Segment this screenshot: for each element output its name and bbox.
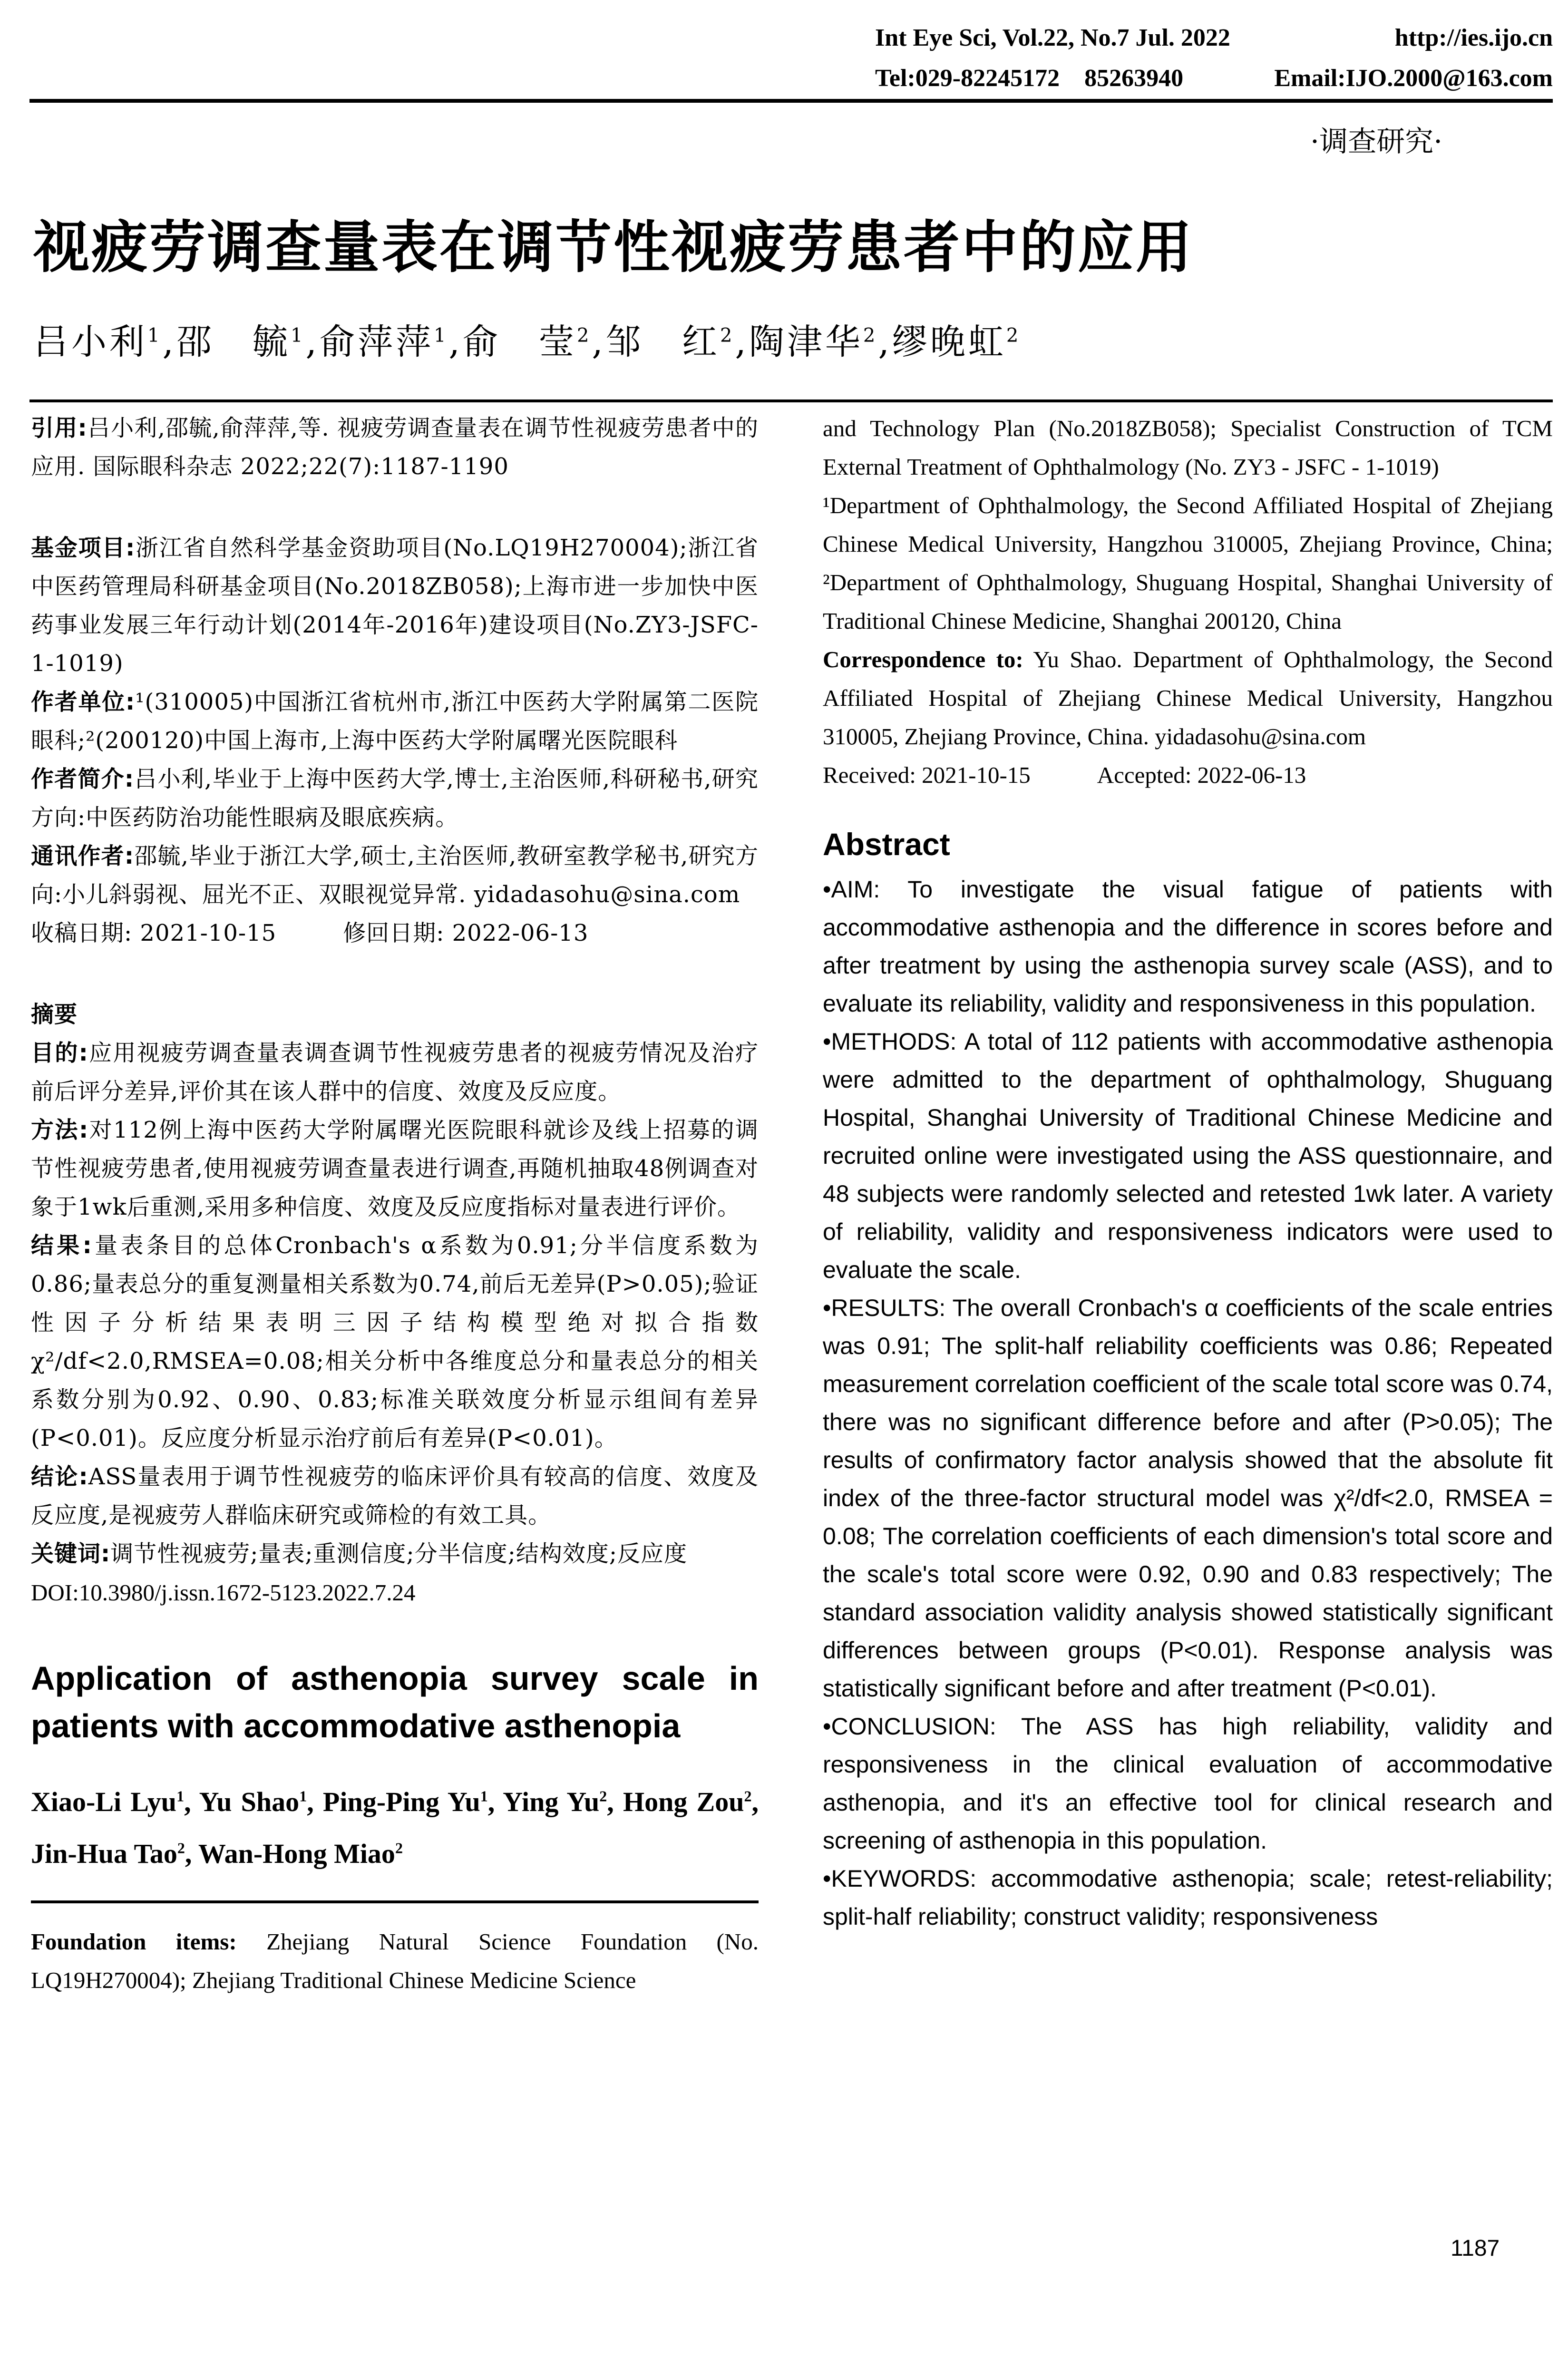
left-column [31,409,759,1999]
affiliation-marker: 1 [480,1788,488,1805]
fund [31,529,759,683]
affiliation-marker: 2 [863,324,878,347]
keywords-cn [31,1535,759,1573]
affiliation-marker: 1 [176,1788,185,1805]
abstract-heading-en: Abstract [823,827,950,862]
results-cn [31,1227,759,1458]
keywords-text-en: accommodative asthenopia; scale; retest-reliability; split-half reliability; construct validity; responsiveness [823,1865,1553,1930]
dates-cn [31,914,759,953]
citation-text: 吕小利,邵毓,俞萍萍,等. 视疲劳调查量表在调节性视疲劳患者中的应用. 国际眼科杂志 2022;22(7):1187-1190 [31,415,759,480]
affiliation-marker: 1 [147,324,163,347]
received-cn: 收稿日期: 2021-10-15 [31,920,277,946]
bio [31,760,759,837]
conclusion-cn [31,1458,759,1535]
foundation-rule [31,1900,759,1903]
methods-label-en: •METHODS: [823,1028,957,1055]
methods-text-cn: 对112例上海中医药大学附属曙光医院眼科就诊及线上招募的调节性视疲劳患者,使用视疲劳调查量表进行调查,再随机抽取48例调查对象于1wk后重测,采用多种信度、效度及反应度指标对量表进行评价。 [31,1117,759,1220]
conclusion-en [823,1707,1553,1860]
journal-email[interactable]: Email:IJO.2000@163.com [1274,65,1553,92]
aim-label-cn: 目的: [31,1040,88,1066]
keywords-label-cn: 关键词: [31,1540,111,1567]
journal-url[interactable]: http://ies.ijo.cn [1394,24,1553,51]
author: 邵 毓$^1$ [176,321,306,362]
corr-text: 邵毓,毕业于浙江大学,硕士,主治医师,教研室教学秘书,研究方向:小儿斜弱视、屈光不正、双眼视觉异常. yidadasohu@sina.com [31,843,759,908]
abstract-heading-cn: 摘要 [31,1001,78,1028]
conclusion-text-en: The ASS has high reliability, validity and responsiveness in the clinical evaluation of accommodative asthenopia, and it's an effective tool for clinical research and screening of asthenopia in this population. [823,1713,1553,1854]
authors-en: Xiao-Li Lyu$^1$, Yu Shao$^1$, Ping-Ping Yu$^1$, Ying Yu$^2$, Hong Zou$^2$, Jin-Hua Tao$^2$, Wan-Hong Miao$^2$ [31,1786,759,1869]
revised-cn: 修回日期: 2022-06-13 [343,920,589,946]
fund-label: 基金项目: [31,535,136,561]
affiliation-marker: 2 [1006,324,1022,347]
foundation-label: Foundation items: [31,1928,237,1955]
affiliation-marker: 1 [433,324,449,347]
page-number: 1187 [1451,2236,1500,2261]
affiliation-marker: 2 [744,1788,752,1805]
conclusion-label-en: •CONCLUSION: [823,1713,996,1740]
dates-en [823,756,1553,794]
citation-label: 引用: [31,415,88,441]
header-rule [29,99,1553,103]
running-header-line2 [875,59,1553,97]
corr-label: 通讯作者: [31,843,135,869]
methods-text-en: A total of 112 patients with accommodative asthenopia were admitted to the department of ophthalmology, Shuguang Hospital, Shanghai University of Traditional Chinese Medicine and recruited online were investigated using the ASS questionnaire, and 48 subjects were randomly selected and retested 1wk later. A variety of reliability, validity and responsiveness indicators were used to evaluate the scale. [823,1028,1553,1283]
author: Wan-Hong Miao$^2$ [198,1838,403,1869]
unit [31,683,759,760]
author: Yu Shao$^1$ [199,1786,307,1818]
results-en [823,1289,1553,1707]
unit-label: 作者单位: [31,689,136,715]
methods-en [823,1023,1553,1289]
aim-text-en: To investigate the visual fatigue of patients with accommodative asthenopia and the difference in scores before and after treatment by using the asthenopia survey scale (ASS), and to evaluate its reliability, validity and responsiveness in this population. [823,876,1553,1017]
author: 俞萍萍$^1$ [319,321,449,362]
methods-label-cn: 方法: [31,1117,89,1143]
author: 邹 红$^2$ [605,321,735,362]
keywords-text-cn: 调节性视疲劳;量表;重测信度;分半信度;结构效度;反应度 [110,1540,688,1567]
author: Ping-Ping Yu$^1$ [322,1786,488,1818]
results-label-en: •RESULTS: [823,1295,946,1321]
correspondence-text: Yu Shao. Department of Ophthalmology, the Second Affiliated Hospital of Zhejiang Chinese Medical University, Hangzhou 310005, Zhejiang Province, China. yidadasohu@sina.com [823,646,1553,750]
fund-text: 浙江省自然科学基金资助项目(No.LQ19H270004);浙江省中医药管理局科研基金项目(No.2018ZB058);上海市进一步加快中医药事业发展三年行动计划(2014年-2016年)建设项目(No.ZY3-JSFC-1-1019) [31,535,759,677]
bio-text: 吕小利,毕业于上海中医药大学,博士,主治医师,科研秘书,研究方向:中医药防治功能性眼病及眼底疾病。 [31,766,759,831]
foundation-text: Zhejiang Natural Science Foundation (No. LQ19H270004); Zhejiang Traditional Chinese Medicine Science [31,1928,759,1993]
foundation-en [31,1922,759,1999]
affiliation-marker: 2 [720,324,735,347]
aim-label-en: •AIM: [823,876,880,903]
article-title-en: Application of asthenopia survey scale in patients with accommodative asthenopia [31,1660,759,1744]
aim-cn [31,1034,759,1111]
corresponding [31,837,759,914]
affiliation-marker: 1 [290,324,306,347]
affiliation-marker: 2 [177,1839,185,1857]
foundation-continued: and Technology Plan (No.2018ZB058); Specialist Construction of TCM External Treatment of Ophthalmology (No. ZY3 - JSFC - 1-1019) [823,415,1553,480]
affiliations-en: ¹Department of Ophthalmology, the Second Affiliated Hospital of Zhejiang Chinese Medical University, Hangzhou 310005, Zhejiang Province, China; ²Department of Ophthalmology, Shuguang Hospital, Shanghai University of Traditional Chinese Medicine, Shanghai 200120, China [823,492,1553,634]
correspondence-en [823,640,1553,756]
bio-label: 作者简介: [31,766,135,792]
aim-text-cn: 应用视疲劳调查量表调查调节性视疲劳患者的视疲劳情况及治疗前后评分差异,评价其在该人群中的信度、效度及反应度。 [31,1040,759,1105]
journal-tel: Tel:029-82245172 85263940 [875,65,1184,92]
keywords-label-en: •KEYWORDS: [823,1865,977,1892]
doi[interactable]: DOI:10.3980/j.issn.1672-5123.2022.7.24 [31,1579,416,1606]
methods-cn [31,1111,759,1227]
affiliation-marker: 2 [395,1839,403,1857]
column-tag: ·调查研究· [1310,125,1443,158]
results-text-en: The overall Cronbach's α coefficients of the scale entries was 0.91; The split-half reliability coefficients was 0.86; Repeated measurement correlation coefficient of the scale total score was 0.74, there was no significant difference before and after (P>0.05); The results of confirmatory factor analysis showed that the absolute fit index of the three-factor structural model was χ²/df<2.0, RMSEA = 0.08; The correlation coefficients of each dimension's total score and the scale's total score were 0.92, 0.90 and 0.83 respectively; The standard association validity analysis showed statistically significant differences between groups (P<0.01). Response analysis was statistically significant before and after treatment (P<0.01). [823,1295,1553,1702]
unit-text: ¹(310005)中国浙江省杭州市,浙江中医药大学附属第二医院眼科;²(200120)中国上海市,上海中医药大学附属曙光医院眼科 [31,689,759,754]
author: 陶津华$^2$ [749,321,878,362]
conclusion-label-cn: 结论: [31,1463,88,1490]
author: Jin-Hua Tao$^2$ [31,1838,185,1869]
results-label-cn: 结果: [31,1232,92,1259]
running-header-line1 [875,19,1553,57]
author: Xiao-Li Lyu$^1$ [31,1786,185,1818]
conclusion-text-cn: ASS量表用于调节性视疲劳的临床评价具有较高的信度、效度及反应度,是视疲劳人群临床研究或筛检的有效工具。 [31,1463,759,1529]
title-rule [29,399,1553,402]
keywords-en [823,1860,1553,1936]
author: 缪晚虹$^2$ [892,321,1022,362]
author: Hong Zou$^2$ [623,1786,752,1818]
authors-cn: 吕小利$^1$,邵 毓$^1$,俞萍萍$^1$,俞 莹$^2$,邹 红$^2$,陶津华$^2$,缪晚虹$^2$ [33,321,1022,362]
results-text-cn: 量表条目的总体Cronbach's α系数为0.91;分半信度系数为0.86;量表总分的重复测量相关系数为0.74,前后无差异(P>0.05);验证性因子分析结果表明三因子结构模型绝对拟合指数χ²/df<2.0,RMSEA=0.08;相关分析中各维度总分和量表总分的相关系数分别为0.92、0.90、0.83;标准关联效度分析显示组间有差异(P<0.01)。反应度分析显示治疗前后有差异(P<0.01)。 [31,1232,759,1452]
accepted-en: Accepted: 2022-06-13 [1097,762,1306,788]
aim-en [823,870,1553,1023]
citation [31,409,759,486]
affiliation-marker: 2 [599,1788,607,1805]
affiliation-marker: 2 [576,324,592,347]
author: 俞 莹$^2$ [462,321,592,362]
affiliation-marker: 1 [299,1788,307,1805]
correspondence-label: Correspondence to: [823,646,1023,672]
right-column [823,409,1553,1936]
article-title-cn: 视疲劳调查量表在调节性视疲劳患者中的应用 [33,214,1194,280]
received-en: Received: 2021-10-15 [823,762,1031,788]
author: Ying Yu$^2$ [503,1786,607,1818]
journal-citation: Int Eye Sci, Vol.22, No.7 Jul. 2022 [875,24,1230,51]
author: 吕小利$^1$ [33,321,163,362]
